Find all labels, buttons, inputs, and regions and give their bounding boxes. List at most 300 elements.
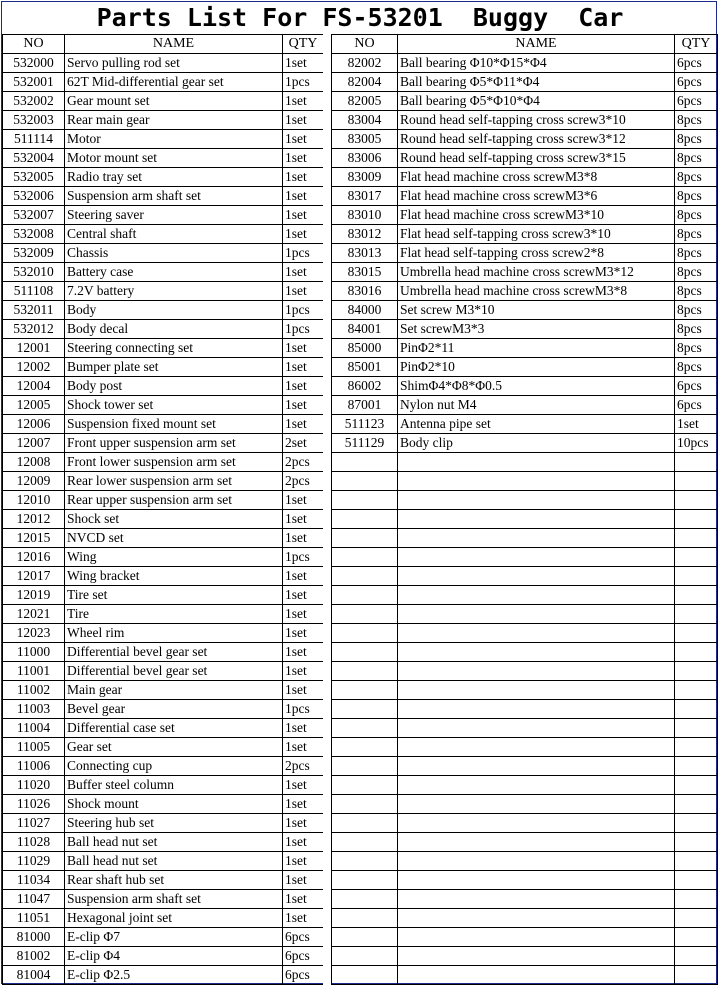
part-number-cell bbox=[332, 586, 398, 605]
quantity-cell: 1set bbox=[283, 890, 324, 909]
quantity-cell: 1set bbox=[283, 54, 324, 73]
quantity-cell: 1set bbox=[283, 282, 324, 301]
table-row bbox=[3, 738, 324, 757]
quantity-cell bbox=[675, 586, 718, 605]
part-number-cell bbox=[332, 738, 398, 757]
quantity-cell: 8pcs bbox=[675, 225, 718, 244]
part-name-cell: Rear main gear bbox=[65, 111, 283, 130]
part-number-cell: 12004 bbox=[3, 377, 65, 396]
table-row bbox=[332, 225, 718, 244]
part-name-cell bbox=[398, 757, 675, 776]
table-row bbox=[3, 662, 324, 681]
part-name-cell: Flat head machine cross screwM3*10 bbox=[398, 206, 675, 225]
table-row bbox=[332, 529, 718, 548]
part-name-cell: Shock tower set bbox=[65, 396, 283, 415]
part-number-cell bbox=[332, 928, 398, 947]
table-row bbox=[332, 662, 718, 681]
quantity-cell: 1set bbox=[283, 776, 324, 795]
part-name-cell: Suspension fixed mount set bbox=[65, 415, 283, 434]
table-row bbox=[332, 966, 718, 985]
quantity-cell bbox=[675, 681, 718, 700]
part-number-cell: 11026 bbox=[3, 795, 65, 814]
quantity-cell: 6pcs bbox=[283, 947, 324, 966]
part-name-cell: Ball bearing Φ10*Φ15*Φ4 bbox=[398, 54, 675, 73]
quantity-cell: 1set bbox=[675, 415, 718, 434]
quantity-cell bbox=[675, 643, 718, 662]
part-number-cell: 12006 bbox=[3, 415, 65, 434]
part-number-cell: 12017 bbox=[3, 567, 65, 586]
table-row bbox=[3, 377, 324, 396]
quantity-cell: 8pcs bbox=[675, 244, 718, 263]
quantity-cell: 8pcs bbox=[675, 206, 718, 225]
table-row bbox=[332, 548, 718, 567]
table-row bbox=[3, 358, 324, 377]
quantity-cell bbox=[675, 852, 718, 871]
table-row bbox=[3, 852, 324, 871]
part-number-cell bbox=[332, 472, 398, 491]
part-number-cell: 12002 bbox=[3, 358, 65, 377]
part-number-cell bbox=[332, 833, 398, 852]
part-number-cell: 83004 bbox=[332, 111, 398, 130]
parts-table-right bbox=[331, 34, 718, 985]
quantity-cell: 1set bbox=[283, 510, 324, 529]
table-row bbox=[3, 719, 324, 738]
table-row bbox=[3, 814, 324, 833]
table-row bbox=[3, 282, 324, 301]
quantity-cell: 1set bbox=[283, 187, 324, 206]
part-number-cell: 83013 bbox=[332, 244, 398, 263]
table-row bbox=[3, 149, 324, 168]
table-row bbox=[332, 586, 718, 605]
quantity-cell: 1set bbox=[283, 377, 324, 396]
table-row bbox=[332, 681, 718, 700]
quantity-cell bbox=[675, 795, 718, 814]
table-row bbox=[3, 947, 324, 966]
column-header-name: NAME bbox=[398, 35, 675, 54]
table-row bbox=[332, 282, 718, 301]
table-row bbox=[3, 472, 324, 491]
quantity-cell bbox=[675, 567, 718, 586]
part-name-cell bbox=[398, 776, 675, 795]
table-row bbox=[332, 472, 718, 491]
table-row bbox=[332, 396, 718, 415]
part-name-cell: Rear lower suspension arm set bbox=[65, 472, 283, 491]
part-name-cell: Set screwM3*3 bbox=[398, 320, 675, 339]
part-number-cell: 12023 bbox=[3, 624, 65, 643]
part-name-cell bbox=[398, 681, 675, 700]
part-number-cell bbox=[332, 966, 398, 985]
quantity-cell: 8pcs bbox=[675, 282, 718, 301]
quantity-cell: 8pcs bbox=[675, 358, 718, 377]
column-gap bbox=[323, 34, 331, 985]
quantity-cell: 1set bbox=[283, 738, 324, 757]
part-number-cell bbox=[332, 643, 398, 662]
table-row bbox=[3, 301, 324, 320]
quantity-cell: 6pcs bbox=[675, 54, 718, 73]
part-name-cell: Body clip bbox=[398, 434, 675, 453]
quantity-cell bbox=[675, 719, 718, 738]
part-name-cell: Front lower suspension arm set bbox=[65, 453, 283, 472]
part-name-cell bbox=[398, 529, 675, 548]
part-name-cell: Motor mount set bbox=[65, 149, 283, 168]
column-header-qty: QTY bbox=[675, 35, 718, 54]
quantity-cell: 6pcs bbox=[675, 396, 718, 415]
quantity-cell bbox=[675, 624, 718, 643]
part-name-cell bbox=[398, 966, 675, 985]
part-name-cell: E-clip Φ4 bbox=[65, 947, 283, 966]
quantity-cell: 1pcs bbox=[283, 244, 324, 263]
table-row bbox=[3, 529, 324, 548]
part-name-cell: Front upper suspension arm set bbox=[65, 434, 283, 453]
table-row bbox=[332, 130, 718, 149]
quantity-cell: 6pcs bbox=[675, 377, 718, 396]
quantity-cell: 2pcs bbox=[283, 472, 324, 491]
table-row bbox=[332, 206, 718, 225]
quantity-cell: 1set bbox=[283, 92, 324, 111]
quantity-cell: 1set bbox=[283, 643, 324, 662]
table-row bbox=[3, 700, 324, 719]
table-row bbox=[332, 605, 718, 624]
part-name-cell: E-clip Φ2.5 bbox=[65, 966, 283, 985]
table-row bbox=[3, 263, 324, 282]
part-number-cell: 511108 bbox=[3, 282, 65, 301]
part-number-cell bbox=[332, 529, 398, 548]
part-number-cell: 82005 bbox=[332, 92, 398, 111]
part-name-cell: Tire set bbox=[65, 586, 283, 605]
part-name-cell: Ball head nut set bbox=[65, 852, 283, 871]
quantity-cell: 1set bbox=[283, 206, 324, 225]
part-number-cell: 83009 bbox=[332, 168, 398, 187]
part-number-cell: 11051 bbox=[3, 909, 65, 928]
page-title: Parts List For FS-53201 Buggy Car bbox=[96, 3, 624, 32]
quantity-cell: 1set bbox=[283, 814, 324, 833]
column-header-no: NO bbox=[3, 35, 65, 54]
part-number-cell: 11006 bbox=[3, 757, 65, 776]
part-name-cell: Steering connecting set bbox=[65, 339, 283, 358]
part-number-cell: 12005 bbox=[3, 396, 65, 415]
quantity-cell: 1set bbox=[283, 168, 324, 187]
table-row bbox=[332, 624, 718, 643]
part-number-cell: 532008 bbox=[3, 225, 65, 244]
part-name-cell: Main gear bbox=[65, 681, 283, 700]
quantity-cell bbox=[675, 738, 718, 757]
table-row bbox=[3, 833, 324, 852]
quantity-cell bbox=[675, 472, 718, 491]
table-row bbox=[3, 909, 324, 928]
part-number-cell: 86002 bbox=[332, 377, 398, 396]
part-name-cell bbox=[398, 662, 675, 681]
table-row bbox=[332, 301, 718, 320]
table-row bbox=[332, 320, 718, 339]
part-number-cell: 511129 bbox=[332, 434, 398, 453]
part-name-cell bbox=[398, 605, 675, 624]
part-name-cell: Differential bevel gear set bbox=[65, 643, 283, 662]
part-number-cell: 82002 bbox=[332, 54, 398, 73]
table-row bbox=[332, 719, 718, 738]
table-row bbox=[332, 263, 718, 282]
part-name-cell: Differential bevel gear set bbox=[65, 662, 283, 681]
part-name-cell: Set screw M3*10 bbox=[398, 301, 675, 320]
part-number-cell: 87001 bbox=[332, 396, 398, 415]
table-row bbox=[3, 111, 324, 130]
table-row bbox=[332, 111, 718, 130]
table-row bbox=[3, 890, 324, 909]
part-name-cell: PinΦ2*11 bbox=[398, 339, 675, 358]
part-name-cell: Round head self-tapping cross screw3*12 bbox=[398, 130, 675, 149]
part-number-cell bbox=[332, 947, 398, 966]
part-number-cell: 11029 bbox=[3, 852, 65, 871]
table-row bbox=[3, 567, 324, 586]
table-row bbox=[332, 92, 718, 111]
quantity-cell: 1set bbox=[283, 529, 324, 548]
part-number-cell: 532004 bbox=[3, 149, 65, 168]
part-number-cell: 12001 bbox=[3, 339, 65, 358]
quantity-cell: 1set bbox=[283, 130, 324, 149]
part-name-cell: E-clip Φ7 bbox=[65, 928, 283, 947]
quantity-cell: 8pcs bbox=[675, 320, 718, 339]
part-number-cell bbox=[332, 548, 398, 567]
quantity-cell: 1set bbox=[283, 111, 324, 130]
part-number-cell bbox=[332, 567, 398, 586]
part-name-cell: Bumper plate set bbox=[65, 358, 283, 377]
part-name-cell bbox=[398, 700, 675, 719]
table-row bbox=[332, 795, 718, 814]
table-row bbox=[332, 852, 718, 871]
part-name-cell: Gear set bbox=[65, 738, 283, 757]
part-number-cell: 83016 bbox=[332, 282, 398, 301]
column-header-qty: QTY bbox=[283, 35, 324, 54]
part-number-cell: 532006 bbox=[3, 187, 65, 206]
part-name-cell bbox=[398, 947, 675, 966]
part-name-cell: ShimΦ4*Φ8*Φ0.5 bbox=[398, 377, 675, 396]
table-row bbox=[3, 453, 324, 472]
column-header-no: NO bbox=[332, 35, 398, 54]
table-row bbox=[332, 814, 718, 833]
table-row bbox=[3, 491, 324, 510]
table-row bbox=[332, 871, 718, 890]
part-name-cell bbox=[398, 586, 675, 605]
part-name-cell: Body decal bbox=[65, 320, 283, 339]
quantity-cell bbox=[675, 833, 718, 852]
quantity-cell bbox=[675, 757, 718, 776]
table-row bbox=[332, 434, 718, 453]
part-number-cell: 11047 bbox=[3, 890, 65, 909]
part-name-cell: Ball bearing Φ5*Φ10*Φ4 bbox=[398, 92, 675, 111]
part-number-cell bbox=[332, 662, 398, 681]
quantity-cell: 6pcs bbox=[283, 966, 324, 985]
part-number-cell: 85001 bbox=[332, 358, 398, 377]
part-name-cell bbox=[398, 814, 675, 833]
table-row bbox=[332, 567, 718, 586]
part-number-cell bbox=[332, 795, 398, 814]
quantity-cell: 8pcs bbox=[675, 149, 718, 168]
table-row bbox=[3, 871, 324, 890]
table-row bbox=[3, 586, 324, 605]
quantity-cell: 6pcs bbox=[675, 73, 718, 92]
part-number-cell bbox=[332, 909, 398, 928]
quantity-cell: 1set bbox=[283, 586, 324, 605]
quantity-cell bbox=[675, 605, 718, 624]
quantity-cell: 8pcs bbox=[675, 339, 718, 358]
part-name-cell: Umbrella head machine cross screwM3*8 bbox=[398, 282, 675, 301]
part-number-cell: 11027 bbox=[3, 814, 65, 833]
table-row bbox=[3, 130, 324, 149]
table-row bbox=[3, 244, 324, 263]
quantity-cell bbox=[675, 491, 718, 510]
part-name-cell: Chassis bbox=[65, 244, 283, 263]
part-number-cell bbox=[332, 491, 398, 510]
quantity-cell: 2set bbox=[283, 434, 324, 453]
table-row bbox=[332, 833, 718, 852]
part-name-cell bbox=[398, 624, 675, 643]
part-name-cell: Round head self-tapping cross screw3*15 bbox=[398, 149, 675, 168]
quantity-cell bbox=[675, 871, 718, 890]
quantity-cell: 8pcs bbox=[675, 168, 718, 187]
quantity-cell: 1set bbox=[283, 662, 324, 681]
part-number-cell: 532011 bbox=[3, 301, 65, 320]
part-name-cell: NVCD set bbox=[65, 529, 283, 548]
table-row bbox=[3, 928, 324, 947]
part-number-cell: 81000 bbox=[3, 928, 65, 947]
quantity-cell: 1pcs bbox=[283, 73, 324, 92]
part-name-cell: Flat head machine cross screwM3*8 bbox=[398, 168, 675, 187]
part-name-cell: Round head self-tapping cross screw3*10 bbox=[398, 111, 675, 130]
table-row bbox=[332, 358, 718, 377]
part-name-cell: PinΦ2*10 bbox=[398, 358, 675, 377]
part-number-cell: 12008 bbox=[3, 453, 65, 472]
quantity-cell bbox=[675, 947, 718, 966]
quantity-cell: 1pcs bbox=[283, 320, 324, 339]
table-row bbox=[3, 320, 324, 339]
quantity-cell bbox=[675, 453, 718, 472]
part-number-cell: 11004 bbox=[3, 719, 65, 738]
quantity-cell bbox=[675, 890, 718, 909]
part-name-cell: Servo pulling rod set bbox=[65, 54, 283, 73]
part-number-cell bbox=[332, 890, 398, 909]
quantity-cell: 1set bbox=[283, 681, 324, 700]
part-number-cell: 511114 bbox=[3, 130, 65, 149]
part-number-cell: 83005 bbox=[332, 130, 398, 149]
part-name-cell: Ball head nut set bbox=[65, 833, 283, 852]
table-row bbox=[3, 396, 324, 415]
part-name-cell: Wing bbox=[65, 548, 283, 567]
table-row bbox=[332, 149, 718, 168]
part-name-cell: 7.2V battery bbox=[65, 282, 283, 301]
table-row bbox=[3, 73, 324, 92]
table-row bbox=[332, 643, 718, 662]
part-name-cell: Suspension arm shaft set bbox=[65, 890, 283, 909]
table-row bbox=[332, 54, 718, 73]
quantity-cell: 1set bbox=[283, 871, 324, 890]
part-number-cell bbox=[332, 605, 398, 624]
part-number-cell: 12012 bbox=[3, 510, 65, 529]
part-name-cell bbox=[398, 909, 675, 928]
part-number-cell bbox=[332, 814, 398, 833]
quantity-cell bbox=[675, 548, 718, 567]
part-name-cell: Ball bearing Φ5*Φ11*Φ4 bbox=[398, 73, 675, 92]
quantity-cell: 8pcs bbox=[675, 130, 718, 149]
part-name-cell: Body bbox=[65, 301, 283, 320]
part-name-cell: 62T Mid-differential gear set bbox=[65, 73, 283, 92]
part-name-cell bbox=[398, 491, 675, 510]
quantity-cell bbox=[675, 510, 718, 529]
part-name-cell bbox=[398, 738, 675, 757]
part-number-cell: 83006 bbox=[332, 149, 398, 168]
part-name-cell bbox=[398, 795, 675, 814]
quantity-cell bbox=[675, 909, 718, 928]
part-number-cell: 84000 bbox=[332, 301, 398, 320]
part-name-cell: Gear mount set bbox=[65, 92, 283, 111]
part-number-cell bbox=[332, 719, 398, 738]
part-number-cell bbox=[332, 757, 398, 776]
part-number-cell bbox=[332, 871, 398, 890]
part-number-cell: 82004 bbox=[332, 73, 398, 92]
part-number-cell: 85000 bbox=[332, 339, 398, 358]
parts-table-left bbox=[2, 34, 324, 985]
part-number-cell bbox=[332, 681, 398, 700]
table-row bbox=[332, 700, 718, 719]
quantity-cell: 6pcs bbox=[675, 92, 718, 111]
part-number-cell: 83010 bbox=[332, 206, 398, 225]
part-number-cell: 12010 bbox=[3, 491, 65, 510]
table-row bbox=[3, 757, 324, 776]
table-row bbox=[332, 415, 718, 434]
part-number-cell bbox=[332, 453, 398, 472]
quantity-cell: 1set bbox=[283, 491, 324, 510]
table-row bbox=[332, 491, 718, 510]
part-number-cell: 11034 bbox=[3, 871, 65, 890]
part-name-cell: Differential case set bbox=[65, 719, 283, 738]
part-name-cell: Antenna pipe set bbox=[398, 415, 675, 434]
part-number-cell: 12016 bbox=[3, 548, 65, 567]
table-row bbox=[332, 947, 718, 966]
part-name-cell bbox=[398, 472, 675, 491]
part-number-cell bbox=[332, 700, 398, 719]
header-row bbox=[332, 35, 718, 54]
part-number-cell: 532001 bbox=[3, 73, 65, 92]
table-row bbox=[3, 643, 324, 662]
part-number-cell: 81002 bbox=[3, 947, 65, 966]
part-number-cell bbox=[332, 776, 398, 795]
quantity-cell: 1set bbox=[283, 263, 324, 282]
quantity-cell: 1set bbox=[283, 358, 324, 377]
quantity-cell: 8pcs bbox=[675, 263, 718, 282]
part-name-cell: Tire bbox=[65, 605, 283, 624]
part-name-cell bbox=[398, 871, 675, 890]
table-row bbox=[332, 187, 718, 206]
quantity-cell: 1set bbox=[283, 795, 324, 814]
table-row bbox=[3, 510, 324, 529]
table-row bbox=[3, 624, 324, 643]
quantity-cell bbox=[675, 529, 718, 548]
part-name-cell: Shock set bbox=[65, 510, 283, 529]
part-number-cell: 11000 bbox=[3, 643, 65, 662]
part-name-cell bbox=[398, 548, 675, 567]
part-name-cell: Suspension arm shaft set bbox=[65, 187, 283, 206]
part-name-cell: Wheel rim bbox=[65, 624, 283, 643]
quantity-cell bbox=[675, 662, 718, 681]
quantity-cell: 1set bbox=[283, 225, 324, 244]
part-number-cell: 12009 bbox=[3, 472, 65, 491]
table-row bbox=[332, 510, 718, 529]
part-name-cell: Bevel gear bbox=[65, 700, 283, 719]
part-name-cell bbox=[398, 928, 675, 947]
part-name-cell: Central shaft bbox=[65, 225, 283, 244]
part-name-cell bbox=[398, 890, 675, 909]
part-name-cell bbox=[398, 833, 675, 852]
quantity-cell: 1pcs bbox=[283, 700, 324, 719]
table-row bbox=[3, 54, 324, 73]
